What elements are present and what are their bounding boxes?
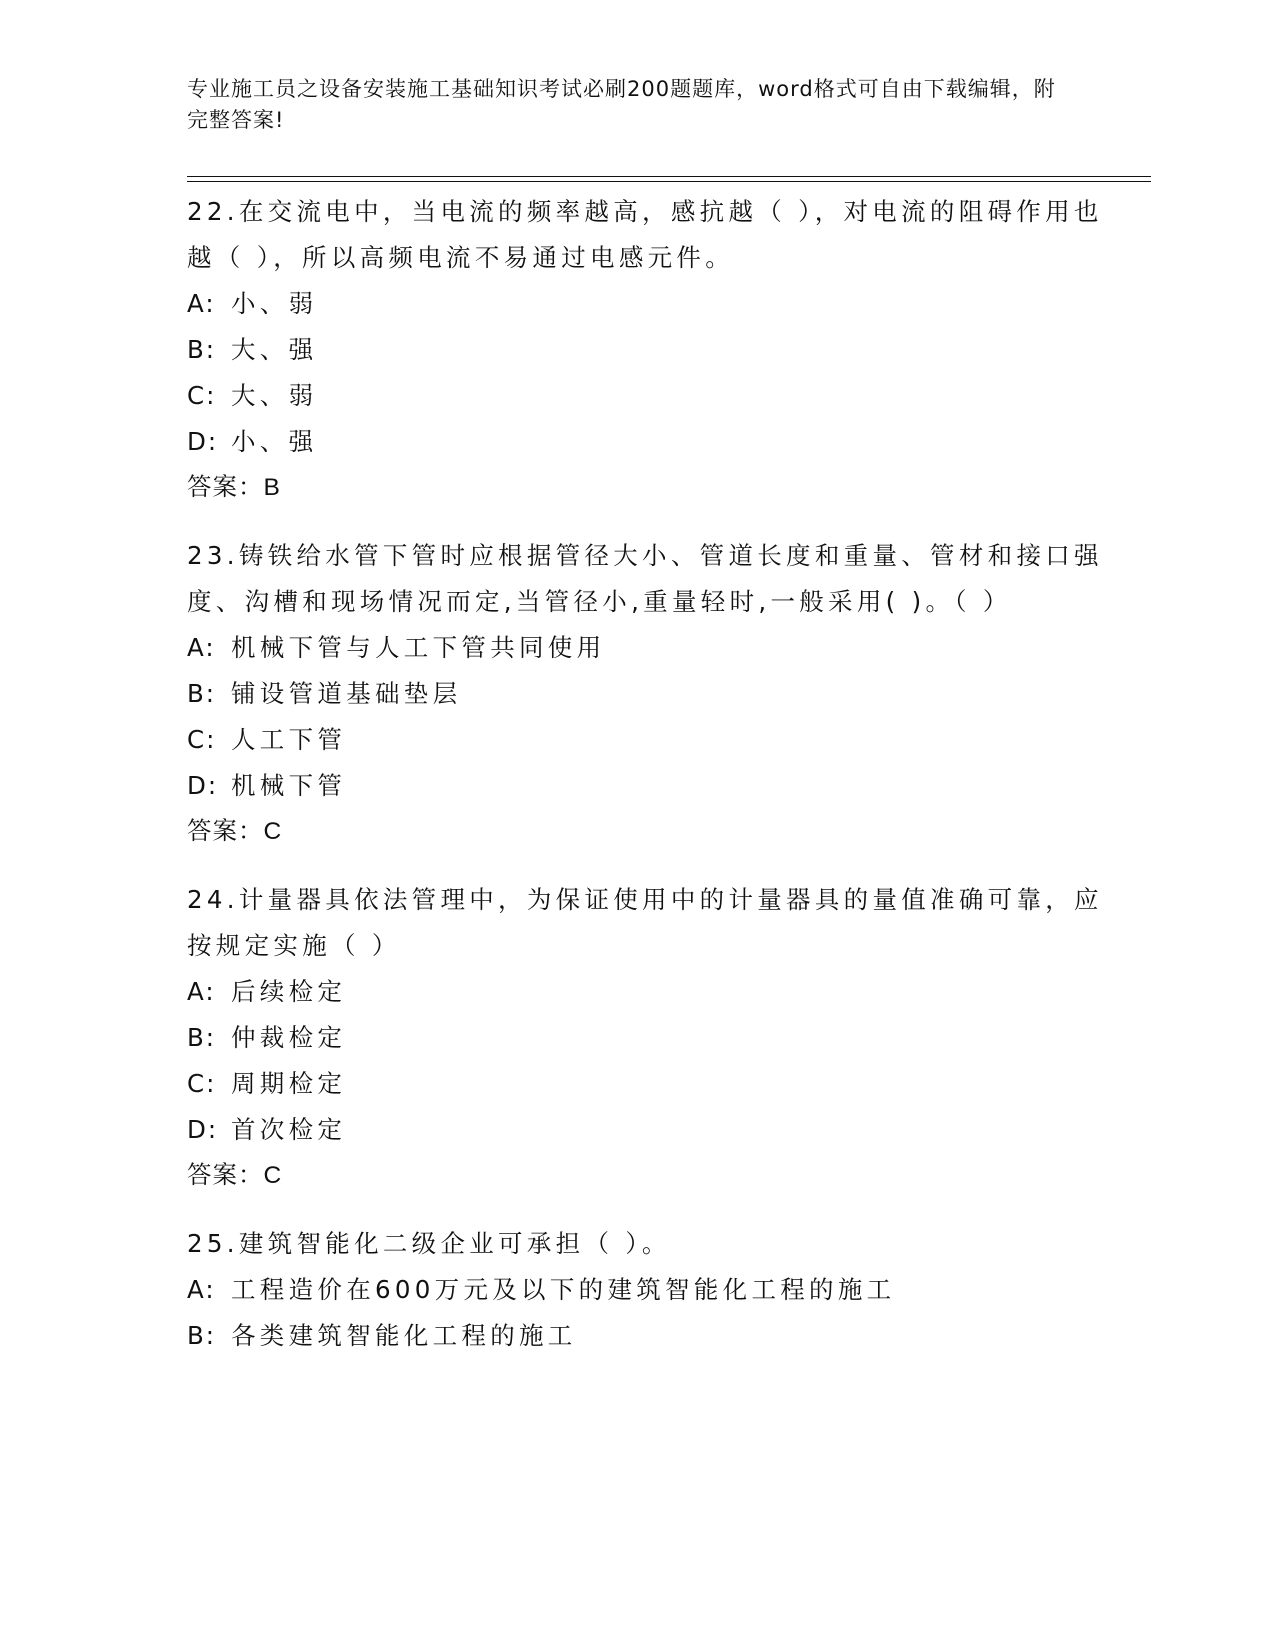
question-stem: 24.计量器具依法管理中，为保证使用中的计量器具的量值准确可靠，应按规定实施（ ） [187,885,1103,960]
answer-line: 答案：B [187,474,281,501]
option-text: 人工下管 [231,725,347,754]
question-stem: 25.建筑智能化二级企业可承担（ ）。 [187,1229,671,1258]
option-b [187,327,1117,373]
option-text: 大、强 [231,335,318,364]
option-letter: A: [187,289,216,318]
option-text: 机械下管 [231,771,347,800]
answer-line: 答案：C [187,1162,283,1189]
option-text: 首次检定 [231,1115,347,1144]
option-b [187,1313,1117,1359]
option-text: 机械下管与人工下管共同使用 [231,633,606,662]
option-letter: B: [187,1023,217,1052]
option-a [187,969,1117,1015]
question-stem: 22.在交流电中，当电流的频率越高，感抗越（ ），对电流的阻碍作用也越（ ），所以高频电流不易通过电感元件。 [187,197,1103,272]
option-letter: A: [187,1275,216,1304]
option-letter: B: [187,1321,217,1350]
option-text: 各类建筑智能化工程的施工 [231,1321,577,1350]
option-letter: A: [187,977,216,1006]
option-a [187,625,1117,671]
option-text: 仲裁检定 [231,1023,347,1052]
option-d [187,763,1117,809]
option-text: 铺设管道基础垫层 [231,679,462,708]
question-25 [187,1221,1117,1359]
option-c [187,1061,1117,1107]
option-letter: C: [187,381,217,410]
question-23 [187,533,1117,855]
option-b [187,671,1117,717]
header-divider-top [187,176,1151,177]
option-c [187,717,1117,763]
option-text: 小、弱 [231,289,318,318]
question-24 [187,877,1117,1199]
question-22 [187,189,1117,511]
option-text: 大、弱 [231,381,318,410]
option-letter: A: [187,633,216,662]
option-d [187,1107,1117,1153]
option-d [187,419,1117,465]
option-letter: C: [187,1069,217,1098]
option-text: 周期检定 [231,1069,347,1098]
option-letter: D: [187,1115,219,1144]
answer-line: 答案：C [187,818,283,845]
option-text: 后续检定 [231,977,347,1006]
question-stem: 23.铸铁给水管下管时应根据管径大小、管道长度和重量、管材和接口强度、沟槽和现场情况而定,当管径小,重量轻时,一般采用( )。（ ） [187,541,1103,616]
option-letter: B: [187,679,217,708]
option-c [187,373,1117,419]
option-a [187,281,1117,327]
header-divider-bottom [187,181,1151,182]
document-title: 专业施工员之设备安装施工基础知识考试必刷200题题库，word格式可自由下载编辑，附完整答案! [187,77,1056,132]
option-a [187,1267,1117,1313]
option-letter: B: [187,335,217,364]
option-letter: D: [187,771,219,800]
option-letter: C: [187,725,217,754]
option-b [187,1015,1117,1061]
option-letter: D: [187,427,219,456]
option-text: 工程造价在600万元及以下的建筑智能化工程的施工 [231,1275,896,1304]
question-list [187,189,1117,1381]
option-text: 小、强 [231,427,318,456]
